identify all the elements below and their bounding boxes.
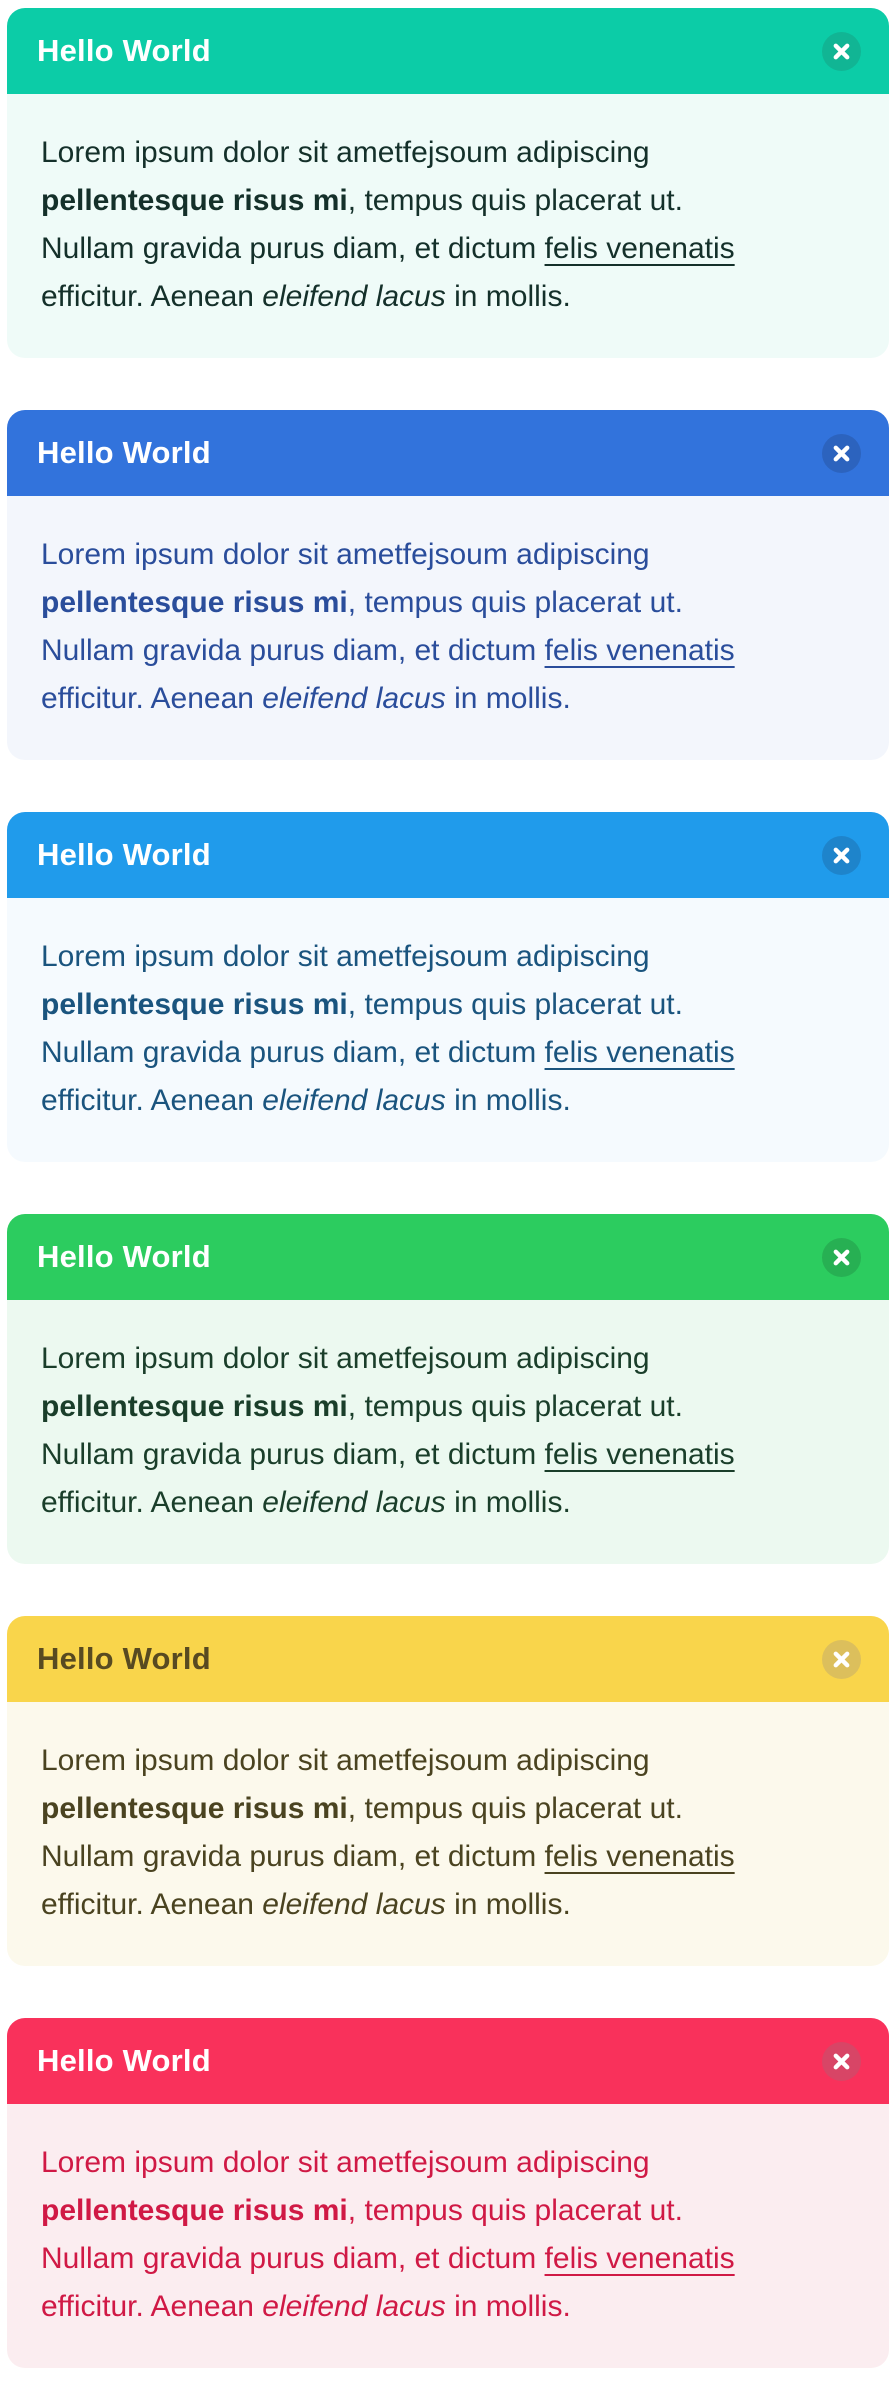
body-text-segment: pellentesque risus mi: [41, 2194, 348, 2227]
body-text-segment: Lorem ipsum dolor sit ametfejsoum adipiscing: [41, 940, 650, 973]
body-text-segment: eleifend lacus: [262, 1888, 446, 1921]
alert-card-yellow: [7, 1616, 889, 1966]
card-header: [7, 812, 889, 898]
body-text-segment: Nullam gravida purus diam, et dictum: [41, 1438, 545, 1471]
body-text-segment: Nullam gravida purus diam, et dictum: [41, 1036, 545, 1069]
body-text-segment: Lorem ipsum dolor sit ametfejsoum adipiscing: [41, 1744, 650, 1777]
body-text-segment: felis venenatis: [544, 1438, 735, 1471]
body-text-segment: , tempus quis placerat ut.: [347, 1792, 683, 1825]
body-text-segment: , tempus quis placerat ut.: [347, 988, 683, 1021]
body-text-segment: pellentesque risus mi: [41, 1792, 348, 1825]
card-title: Hello World: [37, 1239, 211, 1274]
card-body: [7, 94, 889, 358]
close-button[interactable]: [822, 434, 861, 473]
card-header: [7, 1616, 889, 1702]
body-text: [41, 129, 855, 321]
close-button[interactable]: [822, 2042, 861, 2081]
body-text-segment: in mollis.: [445, 2290, 571, 2323]
body-text-segment: Nullam gravida purus diam, et dictum: [41, 634, 545, 667]
close-x-icon: [832, 846, 851, 865]
body-text-segment: felis venenatis: [544, 1036, 735, 1069]
card-body: [7, 496, 889, 760]
alert-card-blue: [7, 410, 889, 760]
body-text-segment: in mollis.: [445, 1888, 571, 1921]
body-text-segment: pellentesque risus mi: [41, 586, 348, 619]
body-text: [41, 2139, 855, 2331]
body-text-segment: eleifend lacus: [262, 1084, 446, 1117]
body-text-segment: pellentesque risus mi: [41, 988, 348, 1021]
body-text-segment: Lorem ipsum dolor sit ametfejsoum adipiscing: [41, 1342, 650, 1375]
close-x-icon: [832, 2052, 851, 2071]
body-text-segment: , tempus quis placerat ut.: [347, 1390, 683, 1423]
card-header: [7, 1214, 889, 1300]
body-text-segment: Nullam gravida purus diam, et dictum: [41, 2242, 545, 2275]
body-text-segment: felis venenatis: [544, 232, 735, 265]
close-button[interactable]: [822, 836, 861, 875]
body-text: [41, 933, 855, 1125]
alert-card-red: [7, 2018, 889, 2368]
close-button[interactable]: [822, 32, 861, 71]
body-text-segment: in mollis.: [445, 1084, 571, 1117]
body-text-segment: , tempus quis placerat ut.: [347, 184, 683, 217]
card-title: Hello World: [37, 435, 211, 470]
body-text-segment: efficitur. Aenean: [41, 1486, 263, 1519]
alert-card-light-blue: [7, 812, 889, 1162]
body-text-segment: Lorem ipsum dolor sit ametfejsoum adipiscing: [41, 136, 650, 169]
body-text-segment: in mollis.: [445, 1486, 571, 1519]
body-text: [41, 1737, 855, 1929]
body-text-segment: Lorem ipsum dolor sit ametfejsoum adipiscing: [41, 2146, 650, 2179]
body-text-segment: Lorem ipsum dolor sit ametfejsoum adipiscing: [41, 538, 650, 571]
body-text-segment: felis venenatis: [544, 2242, 735, 2275]
body-text-segment: felis venenatis: [544, 634, 735, 667]
body-text-segment: eleifend lacus: [262, 682, 446, 715]
card-header: [7, 410, 889, 496]
body-text-segment: , tempus quis placerat ut.: [347, 586, 683, 619]
card-body: [7, 2104, 889, 2368]
body-text-segment: in mollis.: [445, 280, 571, 313]
alert-card-green: [7, 1214, 889, 1564]
body-text-segment: , tempus quis placerat ut.: [347, 2194, 683, 2227]
body-text-segment: eleifend lacus: [262, 1486, 446, 1519]
body-text-segment: Nullam gravida purus diam, et dictum: [41, 232, 545, 265]
card-header: [7, 2018, 889, 2104]
body-text: [41, 531, 855, 723]
body-text-segment: in mollis.: [445, 682, 571, 715]
body-text-segment: eleifend lacus: [262, 2290, 446, 2323]
body-text-segment: efficitur. Aenean: [41, 1084, 263, 1117]
close-x-icon: [832, 42, 851, 61]
close-x-icon: [832, 1650, 851, 1669]
close-button[interactable]: [822, 1640, 861, 1679]
alert-card-teal: [7, 8, 889, 358]
card-header: [7, 8, 889, 94]
body-text-segment: pellentesque risus mi: [41, 184, 348, 217]
body-text-segment: efficitur. Aenean: [41, 1888, 263, 1921]
body-text-segment: efficitur. Aenean: [41, 2290, 263, 2323]
close-x-icon: [832, 444, 851, 463]
body-text-segment: efficitur. Aenean: [41, 682, 263, 715]
body-text-segment: efficitur. Aenean: [41, 280, 263, 313]
body-text-segment: eleifend lacus: [262, 280, 446, 313]
body-text-segment: pellentesque risus mi: [41, 1390, 348, 1423]
body-text-segment: Nullam gravida purus diam, et dictum: [41, 1840, 545, 1873]
body-text-segment: felis venenatis: [544, 1840, 735, 1873]
close-x-icon: [832, 1248, 851, 1267]
card-title: Hello World: [37, 2043, 211, 2078]
card-title: Hello World: [37, 1641, 211, 1676]
card-body: [7, 1300, 889, 1564]
close-button[interactable]: [822, 1238, 861, 1277]
card-title: Hello World: [37, 837, 211, 872]
body-text: [41, 1335, 855, 1527]
card-body: [7, 1702, 889, 1966]
card-title: Hello World: [37, 33, 211, 68]
card-body: [7, 898, 889, 1162]
